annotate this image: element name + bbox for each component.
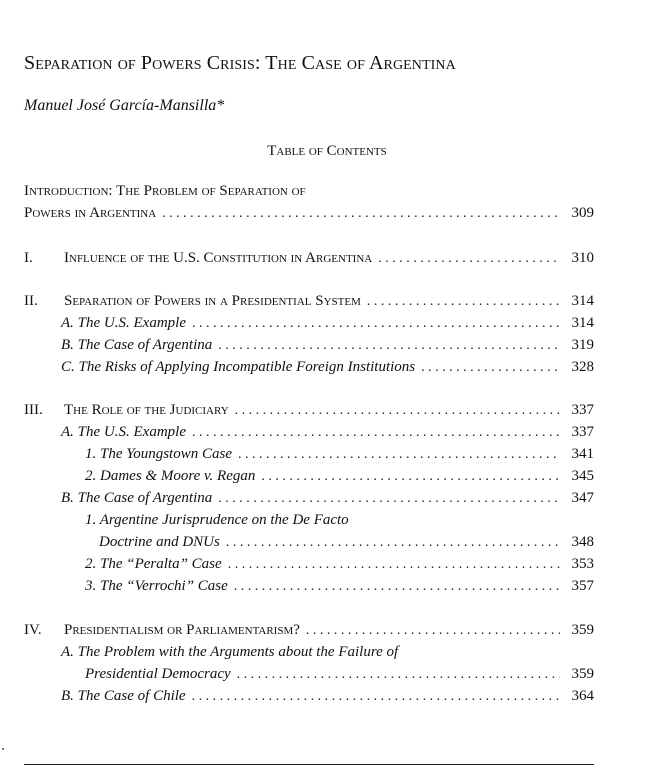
toc-entry-3a2 xyxy=(36,465,594,487)
toc-entry-3b2 xyxy=(36,553,594,575)
toc-page-number: 314 xyxy=(571,315,594,331)
toc-entry-label: A. The Problem with the Arguments about the Failure of xyxy=(61,644,399,660)
toc-entry-2c xyxy=(36,356,594,378)
toc-page-number: 357 xyxy=(571,578,594,594)
toc-page-number: 314 xyxy=(571,293,594,309)
toc-entry-label: 2. Dames & Moore v. Regan xyxy=(85,468,256,484)
dot-leader xyxy=(218,335,560,357)
dot-leader xyxy=(192,422,560,444)
toc-entry-label: B. The Case of Chile xyxy=(61,688,186,704)
toc-page-number: 359 xyxy=(571,622,594,638)
dot-leader xyxy=(218,488,560,510)
toc-entry-2a xyxy=(36,312,594,334)
toc-entry-3b3 xyxy=(36,575,594,597)
article-title: Separation of Powers Crisis: The Case of Argentina xyxy=(24,52,456,74)
toc-entry-label: B. The Case of Argentina xyxy=(61,490,213,506)
dot-leader xyxy=(237,664,560,686)
dot-leader xyxy=(228,554,560,576)
author-name: Manuel José García-Mansilla* xyxy=(24,97,225,114)
toc-entry-4a xyxy=(36,641,594,663)
toc-page-number: 359 xyxy=(571,666,594,682)
toc-entry-label: C. The Risks of Applying Incompatible Foreign Institutions xyxy=(61,359,416,375)
toc-part-number: I. xyxy=(24,250,33,266)
dot-leader xyxy=(367,291,560,313)
dot-leader xyxy=(261,466,560,488)
dot-leader xyxy=(238,444,560,466)
toc-entry-3a1 xyxy=(36,443,594,465)
dot-leader xyxy=(192,686,560,708)
toc-page-number: 337 xyxy=(571,402,594,418)
dot-leader xyxy=(421,357,560,379)
scan-speck xyxy=(2,748,4,750)
dot-leader xyxy=(162,203,560,225)
toc-entry-part-4 xyxy=(24,619,594,641)
toc-entry-4a-cont xyxy=(36,663,594,685)
toc-entry-label: A. The U.S. Example xyxy=(61,424,186,440)
toc-entry-label: The Role of the Judiciary xyxy=(64,402,229,418)
toc-part-number: III. xyxy=(24,402,43,418)
toc-entry-label: A. The U.S. Example xyxy=(61,315,186,331)
toc-entry-label: 1. The Youngstown Case xyxy=(85,446,232,462)
dot-leader xyxy=(235,400,560,422)
toc-entry-introduction-cont xyxy=(24,202,594,224)
toc-entry-part-2 xyxy=(24,290,594,312)
toc-entry-introduction xyxy=(24,180,594,202)
toc-page-number: 310 xyxy=(571,250,594,266)
toc-entry-part-3 xyxy=(24,399,594,421)
toc-page-number: 319 xyxy=(571,337,594,353)
dot-leader xyxy=(234,576,560,598)
toc-entry-3b xyxy=(36,487,594,509)
dot-leader xyxy=(226,532,560,554)
toc-part-number: IV. xyxy=(24,622,42,638)
toc-page-number: 348 xyxy=(571,534,594,550)
toc-entry-3a xyxy=(36,421,594,443)
toc-entry-label: Doctrine and DNUs xyxy=(99,534,220,550)
toc-page-number: 309 xyxy=(571,205,594,221)
toc-entry-4b xyxy=(36,685,594,707)
dot-leader xyxy=(192,313,560,335)
toc-entry-2b xyxy=(36,334,594,356)
dot-leader xyxy=(306,620,560,642)
toc-entry-label: Separation of Powers in a Presidential System xyxy=(64,293,361,309)
toc-heading: Table of Contents xyxy=(267,143,387,159)
toc-entry-label: 3. The “Verrochi” Case xyxy=(85,578,228,594)
toc-page-number: 328 xyxy=(571,359,594,375)
toc-entry-3b1-cont xyxy=(36,531,594,553)
toc-entry-label: Influence of the U.S. Constitution in Argentina xyxy=(64,250,373,266)
toc-page-number: 364 xyxy=(571,688,594,704)
toc-page-number: 347 xyxy=(571,490,594,506)
toc-page-number: 337 xyxy=(571,424,594,440)
toc-part-number: II. xyxy=(24,293,38,309)
toc-entry-label: Powers in Argentina xyxy=(24,205,157,221)
toc-entry-label: Introduction: The Problem of Separation of xyxy=(24,183,306,199)
toc-page-number: 345 xyxy=(571,468,594,484)
toc-entry-label: Presidential Democracy xyxy=(85,666,231,682)
toc-page-number: 341 xyxy=(571,446,594,462)
toc-entry-3b1 xyxy=(36,509,594,531)
toc-entry-label: 2. The “Peralta” Case xyxy=(85,556,222,572)
dot-leader xyxy=(378,248,560,270)
toc-entry-label: B. The Case of Argentina xyxy=(61,337,213,353)
footnote-rule xyxy=(24,764,594,765)
toc-entry-part-1 xyxy=(24,247,594,269)
toc-entry-label: Presidentialism or Parliamentarism? xyxy=(64,622,300,638)
toc-entry-label: 1. Argentine Jurisprudence on the De Facto xyxy=(85,512,349,528)
toc-page-number: 353 xyxy=(571,556,594,572)
